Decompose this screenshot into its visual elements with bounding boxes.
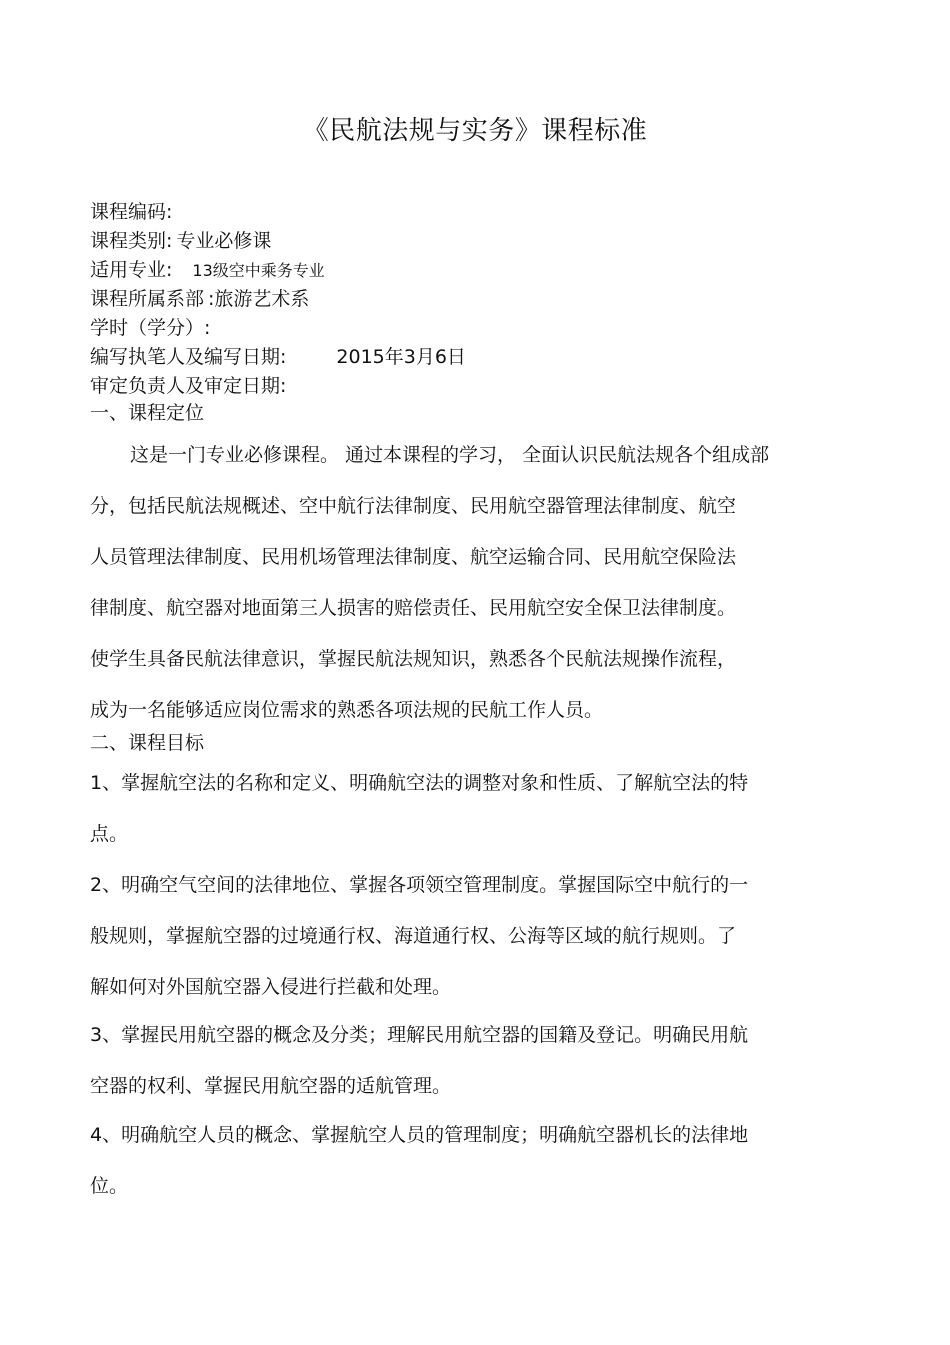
document-title: 《民航法规与实务》课程标准	[302, 116, 648, 146]
objective-line: 解如何对外国航空器入侵进行拦截和处理。	[90, 976, 452, 998]
section-heading-positioning: 一、课程定位	[90, 402, 205, 424]
course-code-line	[90, 198, 870, 227]
department-label: 课程所属系部	[90, 288, 205, 310]
objective-line: 般规则，掌握航空器的过境通行权、海道通行权、公海等区域的航行规则。了	[90, 925, 737, 947]
author-label: 编写执笔人及编写日期:	[90, 346, 287, 368]
author-line	[90, 343, 870, 372]
course-type-line	[90, 227, 870, 256]
objective-line: 4、明确航空人员的概念、掌握航空人员的管理制度；明确航空器机长的法律地	[90, 1124, 749, 1146]
objective-item-1	[90, 768, 860, 870]
paragraph-line: 律制度、航空器对地面第三人损害的赔偿责任、民用航空安全保卫法律制度。	[90, 597, 737, 619]
reviewer-line	[90, 372, 870, 401]
objective-item-3	[90, 1020, 860, 1122]
paragraph-line: 这是一门专业必修课程。 通过本课程的学习， 全面认识民航法规各个组成部	[130, 444, 770, 466]
major-value: 13级空中乘务专业	[192, 261, 325, 280]
objective-line: 2、明确空气空间的法律地位、掌握各项领空管理制度。掌握国际空中航行的一	[90, 874, 749, 896]
course-type-value: 专业必修课	[176, 230, 272, 252]
reviewer-label: 审定负责人及审定日期:	[90, 375, 287, 397]
paragraph-line: 使学生具备民航法律意识，掌握民航法规知识，熟悉各个民航法规操作流程，	[90, 648, 737, 670]
major-label: 适用专业:	[90, 259, 173, 281]
course-code-label: 课程编码:	[90, 201, 173, 223]
objective-line: 点。	[90, 823, 129, 845]
objective-line: 空器的权利、掌握民用航空器的适航管理。	[90, 1075, 452, 1097]
author-date: 2015年3月6日	[336, 346, 466, 368]
positioning-paragraph	[90, 440, 860, 746]
major-line	[90, 256, 870, 285]
objective-line: 3、掌握民用航空器的概念及分类；理解民用航空器的国籍及登记。明确民用航	[90, 1024, 749, 1046]
objective-item-2	[90, 870, 860, 1023]
hours-line	[90, 314, 870, 343]
course-type-label: 课程类别:	[90, 230, 173, 252]
paragraph-line: 成为一名能够适应岗位需求的熟悉各项法规的民航工作人员。	[90, 699, 604, 721]
department-line	[90, 285, 870, 314]
objective-line: 位。	[90, 1175, 129, 1197]
paragraph-line: 人员管理法律制度、民用机场管理法律制度、航空运输合同、民用航空保险法	[90, 546, 737, 568]
hours-label: 学时（学分）:	[90, 317, 211, 339]
section-heading-objectives: 二、课程目标	[90, 732, 205, 754]
objective-item-4	[90, 1120, 860, 1222]
paragraph-line: 分，包括民航法规概述、空中航行法律制度、民用航空器管理法律制度、航空	[90, 495, 737, 517]
department-value: :旅游艺术系	[208, 288, 310, 310]
objective-line: 1、掌握航空法的名称和定义、明确航空法的调整对象和性质、了解航空法的特	[90, 772, 749, 794]
course-info-block	[90, 198, 870, 401]
